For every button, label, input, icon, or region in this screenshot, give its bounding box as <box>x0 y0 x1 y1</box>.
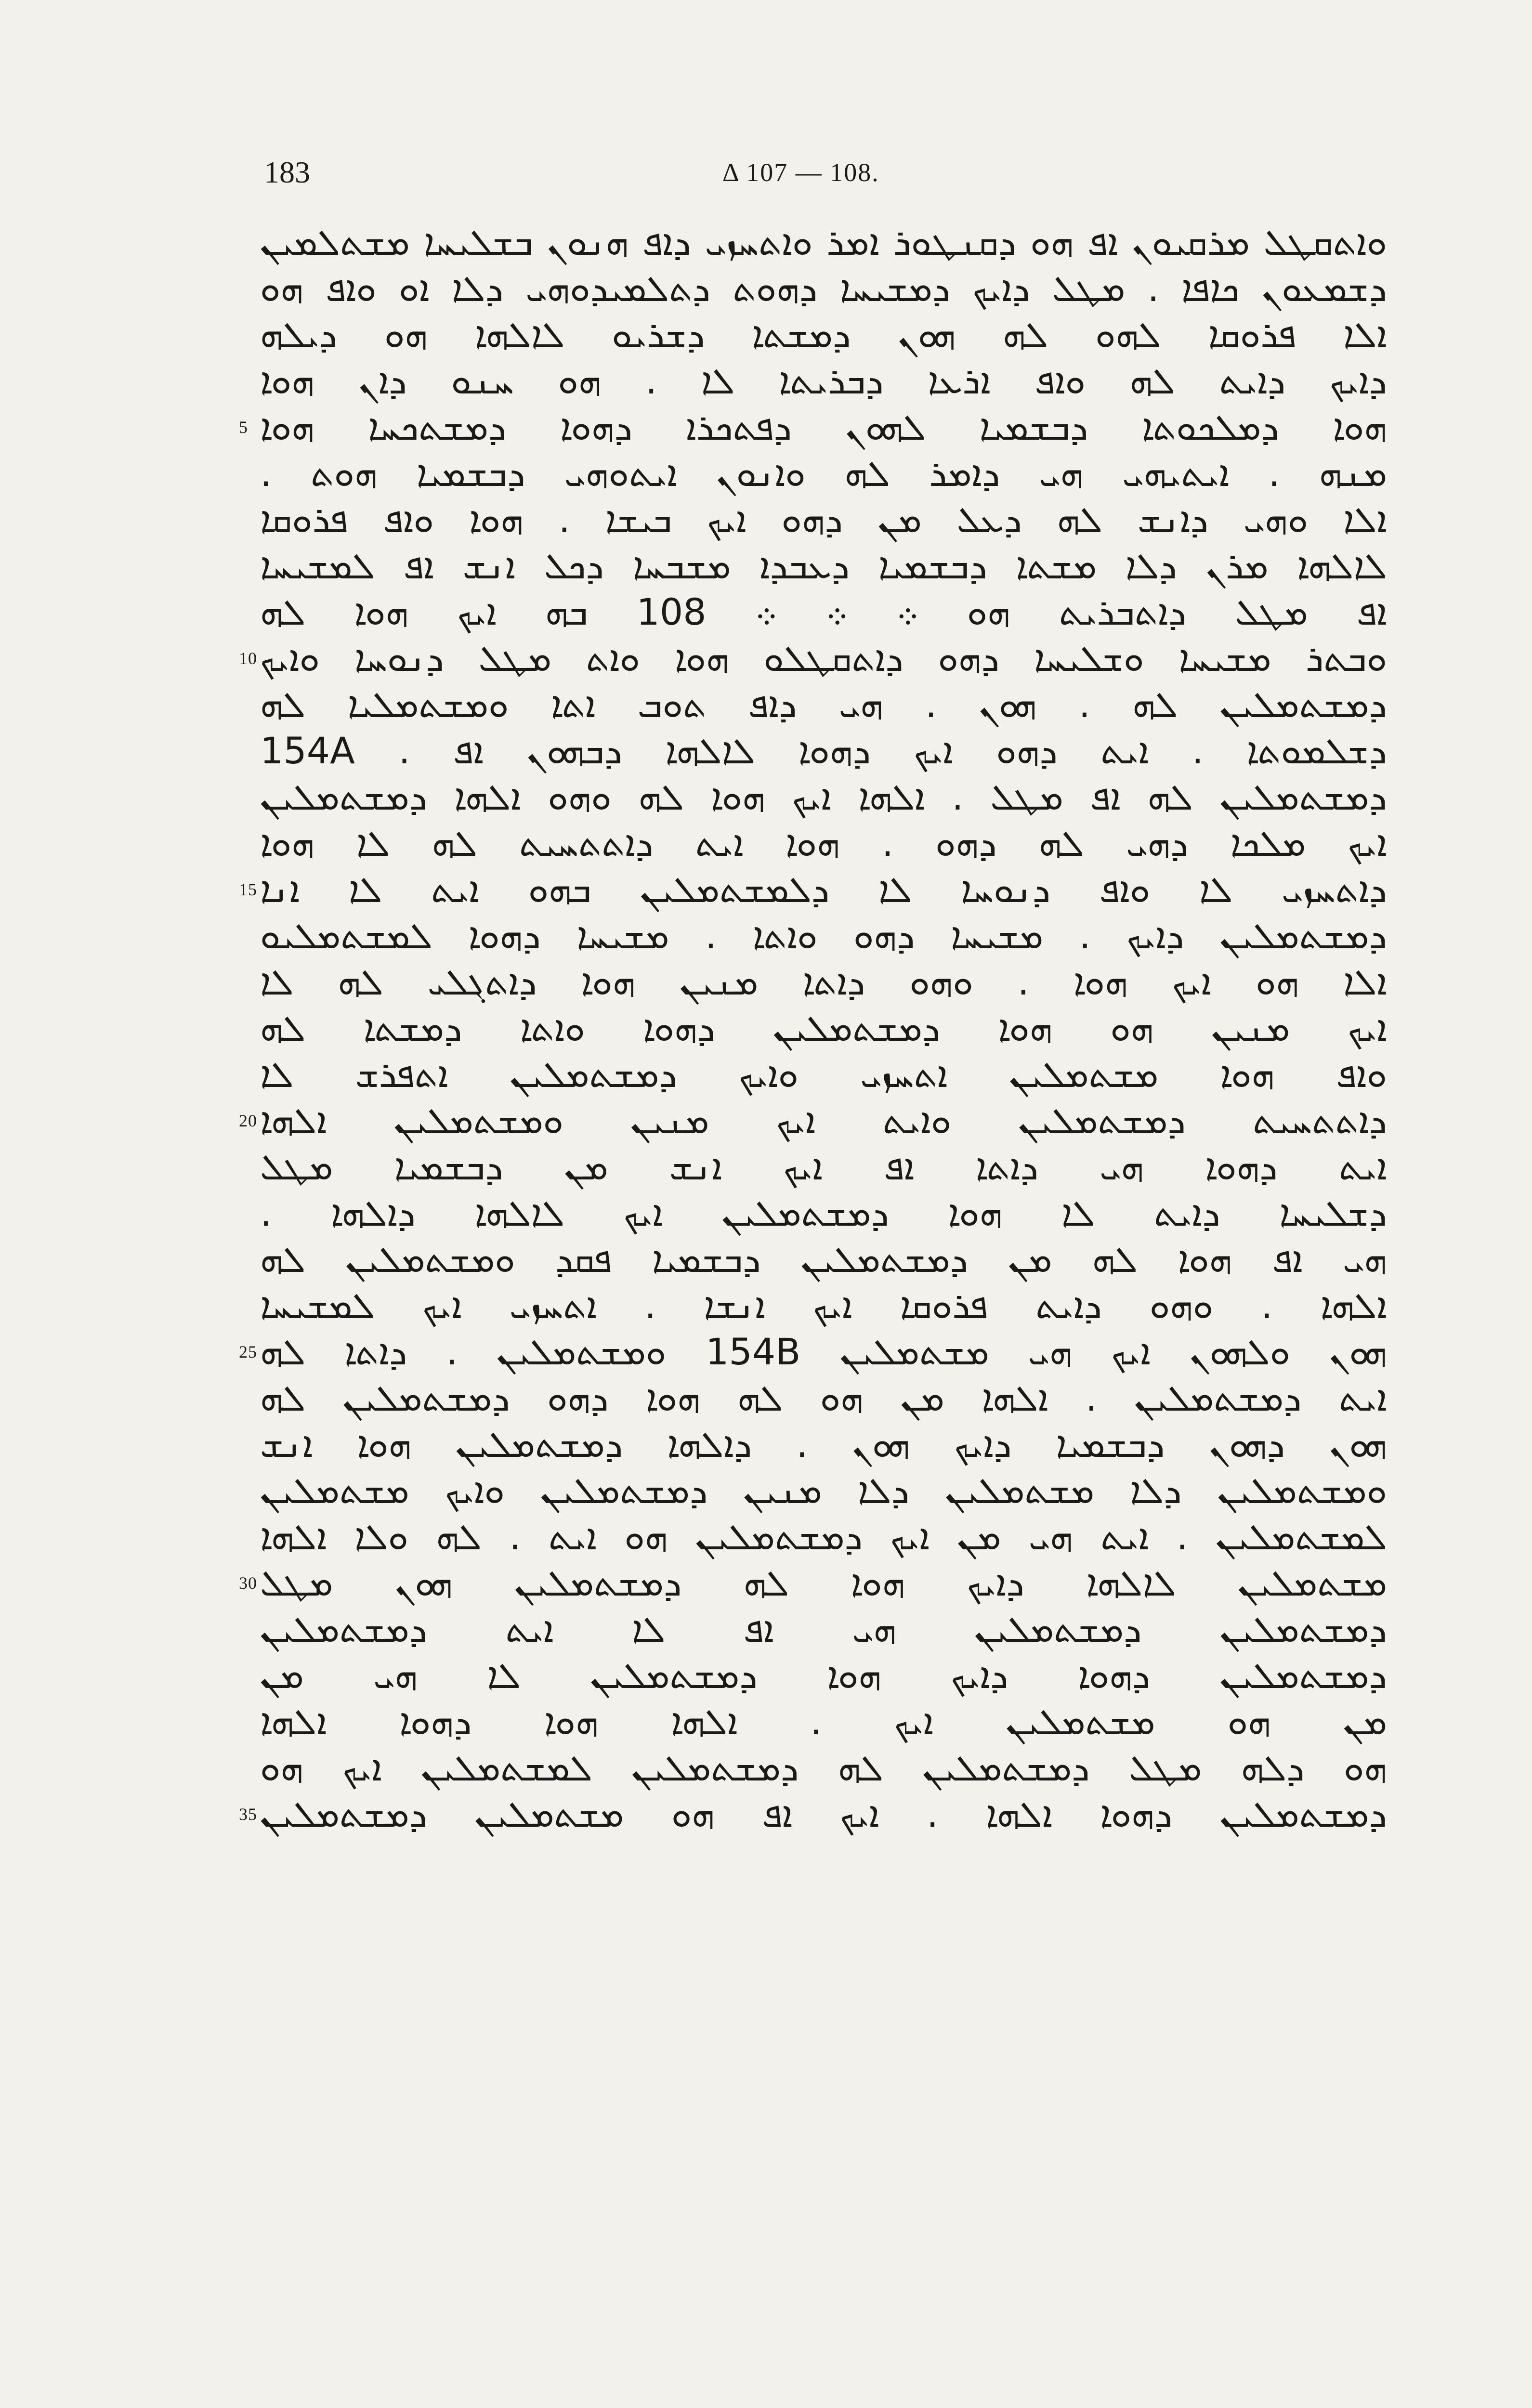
line-text: ܘܒܬܪ ܡܫܝܚܐ ܘܫܠܝܚܐ ܕܗܘ ܕܐܬܩܛܠܘ ܗܘܐ ܘܐܬ ܡܛܠ ܕܢܘܚܐ ܘܐܝܟ <box>260 637 1387 680</box>
line-number: 30 <box>239 1573 257 1593</box>
line-text: ܕܫܡܥܘܢ ܟܐܦܐ . ܡܛܠ ܕܐܝܟ ܕܡܫܝܚܐ ܕܗܘܬ ܕܬܠܡܝܕܘܗܝ ܕܠܐ ܐܘ ܘܐܦ ܗܘ <box>260 267 1387 310</box>
line-text: ܗܘ ܕܠܗ ܡܛܠ ܕܡܫܬܡܠܝܢ ܠܗ ܕܡܫܬܡܠܝܢ ܠܡܫܬܡܠܝܢ ܐܝܟ ܗܘ <box>260 1746 1387 1789</box>
line-text: ܗܘܐ ܕܡܠܟܘܬܐ ܕܒܫܡܝܐ ܠܗܘܢ ܕܦܬܟܪܐ ܕܗܘܐ ܕܡܫܬܟܚܐ ܗܘܐ <box>260 406 1387 448</box>
line-text: ܕܐܬܬܚܝܬ ܕܡܫܬܡܠܝܢ ܘܐܝܬ ܐܝܟ ܡܢܝܢ ܘܡܫܬܡܠܝܢ ܐܠܗܐ <box>260 1099 1387 1142</box>
line-text: ܕܐܬܚܙܝ ܠܐ ܘܐܦ ܕܢܘܚܐ ܠܐ ܕܠܡܫܬܡܠܝܢ ܒܗܘ ܐܝܬ ܠܐ ܐܢܐ <box>260 868 1387 911</box>
text-line <box>260 913 1387 959</box>
line-text: ܐܠܐ ܘܗܝ ܕܐܢܫ ܠܗ ܕܥܠ ܡܢ ܕܗܘ ܐܝܟ ܒܝܫܐ . ܗܘܐ ܘܐܦ ܦܪܘܩܐ <box>260 498 1387 541</box>
text-line <box>260 959 1387 1005</box>
text-line <box>239 404 1387 450</box>
text-line <box>239 1791 1387 1837</box>
line-text: ܗܘܢ ܘܠܗܘܢ ܐܝܟ ܗܝ ܡܫܬܡܠܝܢ 154B ܘܡܫܬܡܠܝܢ . ܕܐܬܐ ܠܗ <box>260 1330 1387 1373</box>
line-text: ܕܡܫܬܡܠܝܢ ܕܗܘܐ ܐܠܗܐ . ܐܝܟ ܐܦ ܗܘ ܡܫܬܡܠܝܢ ܕܡܫܬܡܠܝܢ <box>260 1793 1387 1835</box>
text-line <box>260 358 1387 404</box>
text-line <box>260 1190 1387 1236</box>
line-number: 25 <box>239 1342 257 1361</box>
line-text: ܕܡܫܬܡܠܝܢ ܕܐܝܟ . ܡܫܝܚܐ ܕܗܘ ܘܐܬܐ . ܡܫܝܚܐ ܕܗܘܐ ܠܡܫܬܡܠܝܘ <box>260 914 1387 957</box>
line-text: ܐܠܗܐ . ܘܗܘ ܕܐܝܬ ܦܪܘܩܐ ܐܝܟ ܐܢܫܐ . ܐܬܚܙܝ ܐܝܟ ܠܡܫܝܚܐ <box>260 1284 1387 1327</box>
text-line <box>260 1421 1387 1467</box>
line-text: ܘܡܫܬܡܠܝܢ ܕܠܐ ܡܫܬܡܠܝܢ ܕܠܐ ܡܢܝܢ ܕܡܫܬܡܠܝܢ ܘܐܝܟ ܡܫܬܡܠܝܢ <box>260 1469 1387 1512</box>
line-text: ܐܠܐ ܦܪܘܩܐ ܠܗܘ ܠܗ ܗܘܢ ܕܡܫܬܐ ܕܫܪܝܘ ܠܐܠܗܐ ܗܘ ܕܝܠܗ <box>260 313 1387 356</box>
line-text: ܗܝ ܐܦ ܗܘܐ ܠܗ ܡܢ ܕܡܫܬܡܠܝܢ ܕܒܫܡܝܐ ܦܩܕ ܘܡܫܬܡܠܝܢ ܠܗ <box>260 1238 1387 1281</box>
line-text: ܡܢܗ . ܐܝܬܝܗܝ ܗܝ ܕܐܡܪ ܠܗ ܘܐܢܘܢ ܐܝܬܘܗܝ ܕܒܫܡܝܐ ܗܘܬ . <box>260 452 1387 495</box>
line-text: ܡܫܬܡܠܝܢ ܠܐܠܗܐ ܕܐܝܟ ܗܘܐ ܠܗ ܕܡܫܬܡܠܝܢ ܗܘܢ ܡܛܠ <box>260 1561 1387 1604</box>
text-line <box>260 589 1387 635</box>
line-text: ܗܘܢ ܕܗܘܢ ܕܒܫܡܝܐ ܕܐܝܟ ܗܘܢ . ܕܐܠܗܐ ܕܡܫܬܡܠܝܢ ܗܘܐ ܐܢܫ <box>260 1423 1387 1466</box>
text-line <box>260 497 1387 543</box>
line-number: 10 <box>239 649 257 668</box>
text-line <box>260 1144 1387 1190</box>
text-line <box>260 681 1387 728</box>
line-text: ܡܢ ܗܘ ܡܫܬܡܠܝܢ ܐܝܟ . ܐܠܗܐ ܗܘܐ ܕܗܘܐ ܐܠܗܐ <box>260 1700 1387 1743</box>
text-line <box>260 1005 1387 1051</box>
text-line <box>239 635 1387 681</box>
text-line <box>260 1375 1387 1421</box>
text-line <box>260 1652 1387 1699</box>
text-line <box>260 728 1387 774</box>
text-line <box>260 265 1387 312</box>
running-head: Δ 107 — 108. <box>722 158 879 187</box>
line-text: ܐܠܐ ܗܘ ܐܝܟ ܗܘܐ . ܘܗܘ ܕܐܬܐ ܡܢܝܢ ܗܘܐ ܕܐܬܓܠܝ ܠܗ ܠܐ <box>260 960 1387 1003</box>
text-line <box>239 1329 1387 1375</box>
line-text: ܐܝܬ ܕܗܘܐ ܗܝ ܕܐܬܐ ܐܦ ܐܝܟ ܐܢܫ ܡܢ ܕܒܫܡܝܐ ܡܛܠ <box>260 1145 1387 1188</box>
text-line <box>260 1606 1387 1652</box>
text-line <box>260 1051 1387 1098</box>
line-text: ܕܡܫܬܡܠܝܢ ܕܡܫܬܡܠܝܢ ܗܝ ܐܦ ܠܐ ܐܝܬ ܕܡܫܬܡܠܝܢ <box>260 1608 1387 1650</box>
line-text: ܕܐܝܟ ܕܐܝܬ ܠܗ ܘܐܦ ܐܪܥܐ ܕܒܪܝܬܐ ܠܐ . ܗܘ ܚܢܘ ܕܐܢ ܗܘܐ <box>260 359 1387 402</box>
text-line <box>239 1560 1387 1606</box>
text-line <box>260 774 1387 820</box>
line-number: 15 <box>239 880 257 899</box>
text-line <box>260 312 1387 358</box>
text-line <box>260 543 1387 589</box>
text-line <box>239 1098 1387 1144</box>
line-text: ܕܡܫܬܡܠܝܢ ܠܗ ܐܦ ܡܛܠ . ܐܠܗܐ ܐܝܟ ܗܘܐ ܠܗ ܘܗܘ ܐܠܗܐ ܕܡܫܬܡܠܝܢ <box>260 775 1387 818</box>
text-line <box>260 1467 1387 1514</box>
text-line <box>260 1236 1387 1283</box>
line-text: ܕܡܫܬܡܠܝܢ ܠܗ . ܗܘܢ . ܗܝ ܕܐܦ ܬܘܒ ܐܬܐ ܘܡܫܬܡܠܝܐ ܠܗ <box>260 683 1387 726</box>
text-line <box>260 1514 1387 1560</box>
line-number: 5 <box>239 418 248 437</box>
line-text: ܐܝܟ ܡܠܟܐ ܕܗܝ ܠܗ ܕܗܘ . ܗܘܐ ܐܝܬ ܕܐܬܬܚܝܬ ܠܗ ܠܐ ܗܘܐ <box>260 822 1387 864</box>
line-text: ܐܝܟ ܡܢܝܢ ܗܘ ܗܘܐ ܕܡܫܬܡܠܝܢ ܕܗܘܐ ܘܐܬܐ ܕܡܫܬܐ ܠܗ <box>260 1007 1387 1049</box>
line-text: ܕܫܠܝܚܐ ܕܐܝܬ ܠܐ ܗܘܐ ܕܡܫܬܡܠܝܢ ܐܝܟ ܠܐܠܗܐ ܕܐܠܗܐ . <box>260 1191 1387 1234</box>
text-line <box>260 1283 1387 1329</box>
line-text: ܘܐܦ ܗܘܐ ܡܫܬܡܠܝܢ ܐܬܚܙܝ ܘܐܝܟ ܕܡܫܬܡܠܝܢ ܐܬܦܪܫ ܠܐ <box>260 1053 1387 1096</box>
text-line <box>239 866 1387 913</box>
line-text: ܐܦ ܡܛܠ ܕܐܬܒܪܝܬ ܗܘ ܀ ܀ ܀ 108 ܒܗ ܐܝܟ ܗܘܐ ܠܗ <box>260 590 1387 633</box>
syriac-text-block <box>239 219 1387 1837</box>
line-text: ܠܡܫܬܡܠܝܢ . ܐܝܬ ܗܝ ܡܢ ܐܝܟ ܕܡܫܬܡܠܝܢ ܗܘ ܐܝܬ . ܠܗ ܘܠܐ ܐܠܗܐ <box>260 1515 1387 1558</box>
line-text: ܘܐܬܩܛܠ ܡܪܩܝܘܢ ܐܦ ܗܘ ܕܩܢܛܘܪ ܐܡܪ ܘܐܬܚܙܝ ܕܐܦ ܗܢܘܢ ܒܫܠܝܚܐ ܡܫܬܠܡܝܢ <box>260 221 1387 263</box>
text-line <box>260 1699 1387 1745</box>
line-text: ܠܐܠܗܐ ܡܪܢ ܕܠܐ ܡܫܬܐ ܕܒܫܡܝܐ ܕܥܒܕܐ ܡܫܒܚܐ ܕܟܠ ܐܢܫ ܐܦ ܠܡܫܝܚܐ <box>260 544 1387 587</box>
text-line <box>260 450 1387 497</box>
line-text: ܐܝܬ ܕܡܫܬܡܠܝܢ . ܐܠܗܐ ܡܢ ܗܘ ܠܗ ܗܘܐ ܕܗܘ ܕܡܫܬܡܠܝܢ ܠܗ <box>260 1376 1387 1419</box>
line-number: 20 <box>239 1111 257 1130</box>
text-line <box>260 1745 1387 1791</box>
line-number: 35 <box>239 1805 257 1824</box>
line-text: ܕܫܠܡܘܬܐ . ܐܝܬ ܕܗܘ ܐܝܟ ܕܗܘܐ ܠܐܠܗܐ ܕܒܗܘܢ ܐܦ . 154A <box>260 729 1387 772</box>
text-line <box>260 820 1387 866</box>
page-number: 183 <box>264 155 310 189</box>
text-line <box>260 219 1387 265</box>
line-text: ܕܡܫܬܡܠܝܢ ܕܗܘܐ ܕܐܝܟ ܗܘܐ ܕܡܫܬܡܠܝܢ ܠܐ ܗܝ ܡܢ <box>260 1654 1387 1697</box>
